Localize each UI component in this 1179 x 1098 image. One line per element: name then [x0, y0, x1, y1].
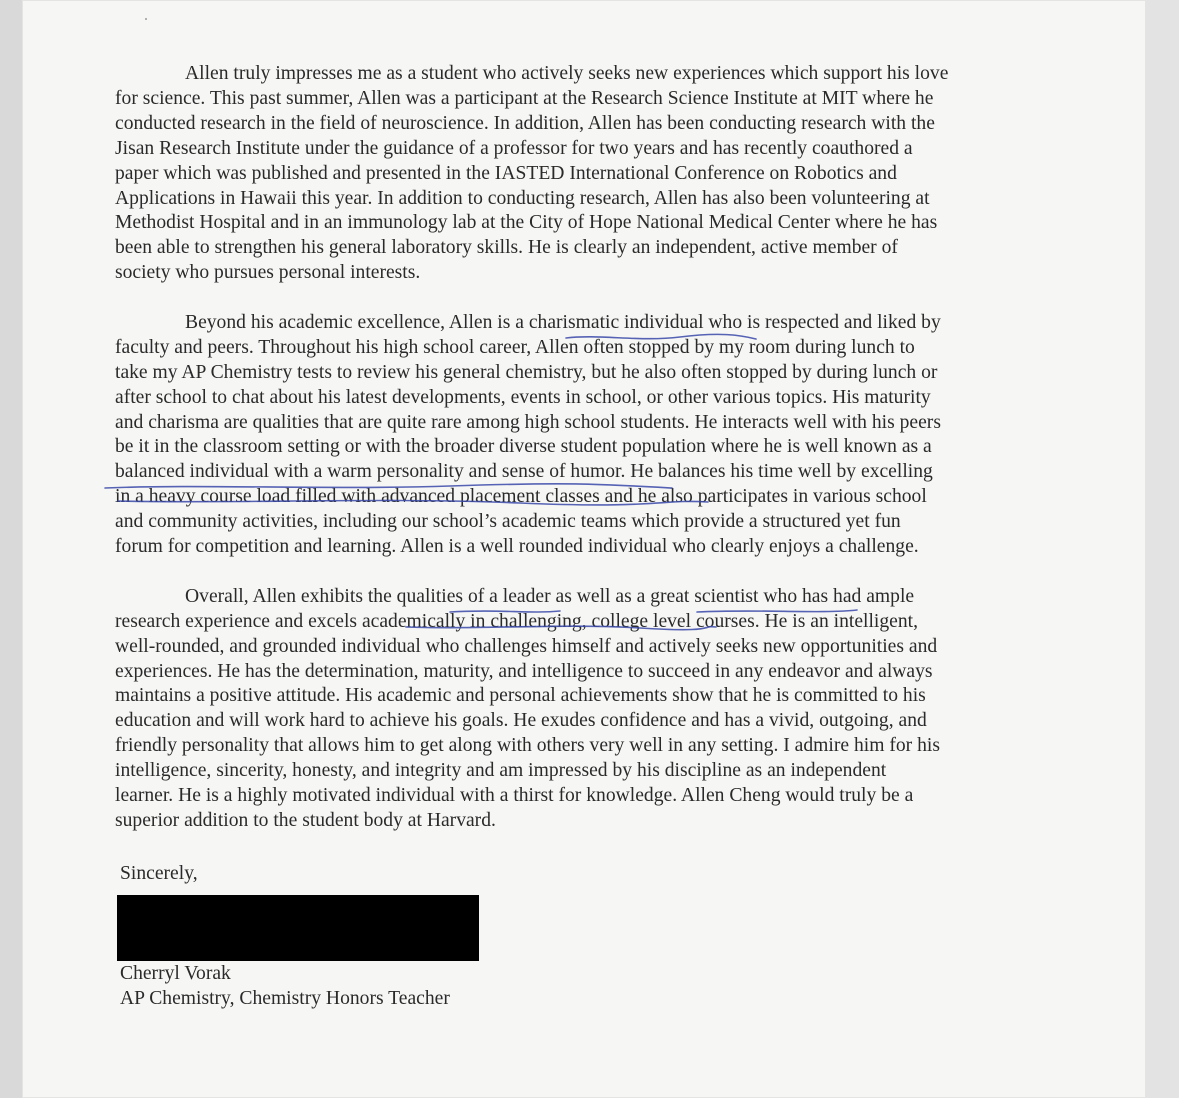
closing-salutation: Sincerely,	[120, 863, 198, 884]
letter-line: be it in the classroom setting or with the broader diverse student population where he is well known as a	[115, 436, 932, 458]
letter-line: Methodist Hospital and in an immunology lab at the City of Hope National Medical Center where he has	[115, 212, 938, 234]
redacted-signature	[117, 895, 479, 961]
paragraph-3	[115, 585, 1035, 834]
letter-line: paper which was published and presented in the IASTED International Conference on Robotics and	[115, 162, 897, 184]
letter-line: well-rounded, and grounded individual who challenges himself and actively seeks new opportunities and	[115, 635, 938, 657]
letter-line: research experience and excels academically in challenging, college level courses. He is an intelligent,	[115, 610, 918, 632]
letter-line: in a heavy course load filled with advanced placement classes and he also participates in various school	[115, 486, 927, 508]
letter-line: balanced individual with a warm personality and sense of humor. He balances his time well by excelling	[115, 461, 933, 483]
letter-line: faculty and peers. Throughout his high school career, Allen often stopped by my room during lunch to	[115, 336, 915, 358]
letter-line: for science. This past summer, Allen was a participant at the Research Science Institute at MIT where he	[115, 87, 934, 109]
letter-line: maintains a positive attitude. His academic and personal achievements show that he is committed to his	[115, 685, 926, 707]
signer-title: AP Chemistry, Chemistry Honors Teacher	[120, 988, 450, 1009]
paragraph-2	[115, 311, 1035, 560]
letter-line: after school to chat about his latest developments, events in school, or other various topics. His maturity	[115, 386, 931, 408]
letter-line: Jisan Research Institute under the guidance of a professor for two years and has recently coauthored a	[115, 137, 913, 159]
letter-line: education and will work hard to achieve his goals. He exudes confidence and has a vivid, outgoing, and	[115, 710, 927, 732]
letter-line: learner. He is a highly motivated individual with a thirst for knowledge. Allen Cheng would truly be a	[115, 785, 914, 807]
scan-speck	[145, 18, 147, 20]
paragraph-1	[115, 62, 1035, 286]
letter-body	[115, 62, 1035, 859]
letter-line: conducted research in the field of neuroscience. In addition, Allen has been conducting research with the	[115, 112, 935, 134]
signer-name: Cherryl Vorak	[120, 963, 231, 984]
letter-line: forum for competition and learning. Allen is a well rounded individual who clearly enjoys a challenge.	[115, 536, 919, 558]
letter-line: been able to strengthen his general laboratory skills. He is clearly an independent, active member of	[115, 237, 898, 259]
page-margin	[1146, 0, 1179, 1098]
letter-line: intelligence, sincerity, honesty, and integrity and am impressed by his discipline as an independent	[115, 760, 887, 782]
letter-line: Applications in Hawaii this year. In addition to conducting research, Allen has also been volunteering at	[115, 187, 930, 209]
letter-line: and charisma are qualities that are quite rare among high school students. He interacts well with his peers	[115, 411, 941, 433]
letter-line: superior addition to the student body at Harvard.	[115, 809, 496, 831]
letter-line: friendly personality that allows him to get along with others very well in any setting. I admire him for his	[115, 735, 940, 757]
letter-line: Allen truly impresses me as a student who actively seeks new experiences which support his love	[185, 63, 949, 84]
letter-line: society who pursues personal interests.	[115, 262, 421, 284]
letter-line: Beyond his academic excellence, Allen is a charismatic individual who is respected and liked by	[185, 311, 941, 333]
letter-line: and community activities, including our school’s academic teams which provide a structured yet fun	[115, 511, 901, 533]
letter-line: take my AP Chemistry tests to review his general chemistry, but he also often stopped by during lunch or	[115, 361, 938, 383]
letter-line: Overall, Allen exhibits the qualities of a leader as well as a great scientist who has had ample	[185, 585, 915, 607]
letter-line: experiences. He has the determination, maturity, and intelligence to succeed in any endeavor and always	[115, 660, 933, 682]
